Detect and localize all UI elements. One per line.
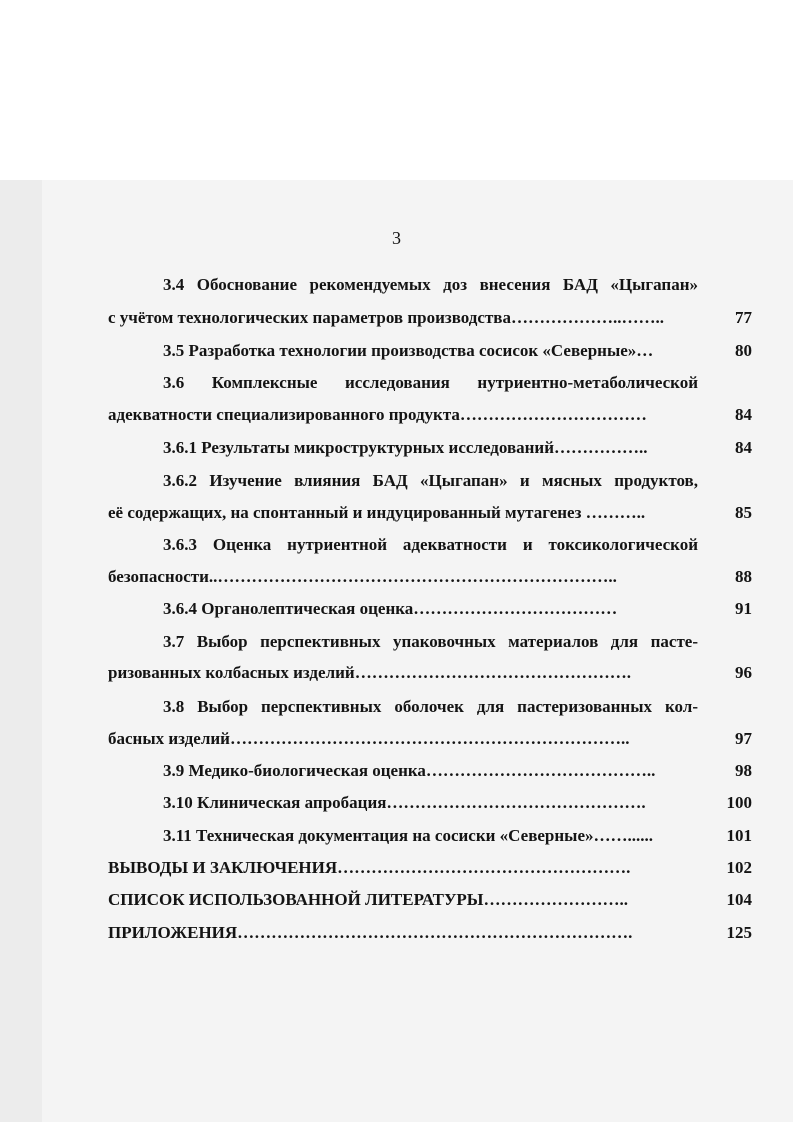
toc-entry-3-7-cont bbox=[108, 662, 752, 684]
toc-entry-text: ПРИЛОЖЕНИЯ……………………………………………………………. bbox=[108, 923, 633, 942]
toc-entry-page: 100 bbox=[726, 793, 752, 812]
toc-entry-conclusions bbox=[108, 857, 752, 879]
toc-entry-3-8 bbox=[108, 696, 752, 718]
toc-entry-3-4 bbox=[108, 274, 752, 296]
toc-entry-page: 88 bbox=[735, 567, 752, 586]
toc-entry-3-6-2-cont bbox=[108, 502, 752, 524]
toc-entry-page: 80 bbox=[735, 341, 752, 360]
toc-entry-3-11 bbox=[108, 825, 752, 847]
toc-entry-3-5 bbox=[108, 340, 752, 362]
toc-entry-page: 91 bbox=[735, 599, 752, 618]
toc-entry-appendices bbox=[108, 922, 752, 944]
toc-entry-text: 3.7 Выбор перспективных упаковочных материалов для пасте- bbox=[163, 632, 698, 651]
toc-entry-page: 102 bbox=[726, 858, 752, 877]
toc-entry-3-9 bbox=[108, 760, 752, 782]
page-number: 3 bbox=[392, 228, 401, 248]
toc-entry-page: 98 bbox=[735, 761, 752, 780]
toc-entry-page: 96 bbox=[735, 663, 752, 682]
toc-entry-page: 84 bbox=[735, 405, 752, 424]
toc-entry-page: 84 bbox=[735, 438, 752, 457]
toc-entry-text: 3.4 Обоснование рекомендуемых доз внесения БАД «Цыгапан» bbox=[163, 275, 698, 294]
toc-entry-3-6-3-cont bbox=[108, 566, 752, 588]
toc-entry-text: 3.5 Разработка технологии производства сосисок «Северные»… bbox=[163, 341, 654, 360]
scan-edge-shadow bbox=[0, 180, 42, 1122]
toc-entry-text: безопасности..…………………………………………………………….. bbox=[108, 567, 617, 586]
toc-entry-3-6-cont bbox=[108, 404, 752, 426]
toc-entry-text: 3.6 Комплексные исследования нутриентно-метаболической bbox=[163, 373, 698, 392]
toc-entry-references bbox=[108, 889, 752, 911]
toc-entry-text: 3.6.4 Органолептическая оценка……………………………… bbox=[163, 599, 618, 618]
toc-entry-3-6-4 bbox=[108, 598, 752, 620]
toc-entry-text: ризованных колбасных изделий…………………………………………. bbox=[108, 663, 631, 682]
toc-entry-page: 77 bbox=[735, 308, 752, 327]
toc-entry-text: с учётом технологических параметров производства………………..…….. bbox=[108, 308, 664, 327]
toc-entry-text: 3.10 Клиническая апробация………………………………………. bbox=[163, 793, 646, 812]
toc-entry-3-8-cont bbox=[108, 728, 752, 750]
toc-entry-text: ВЫВОДЫ И ЗАКЛЮЧЕНИЯ……………………………………………. bbox=[108, 858, 631, 877]
toc-entry-page: 101 bbox=[726, 826, 752, 845]
toc-entry-text: 3.8 Выбор перспективных оболочек для пастеризованных кол- bbox=[163, 697, 698, 716]
toc-entry-text: 3.6.3 Оценка нутриентной адекватности и токсикологической bbox=[163, 535, 698, 554]
toc-entry-text: басных изделий…………………………………………………………….. bbox=[108, 729, 630, 748]
toc-entry-3-4-cont bbox=[108, 307, 752, 329]
toc-entry-3-6-1 bbox=[108, 437, 752, 459]
toc-entry-page: 125 bbox=[726, 923, 752, 942]
toc-entry-text: 3.11 Техническая документация на сосиски «Северные»……...... bbox=[163, 826, 654, 845]
toc-entry-3-6-2 bbox=[108, 470, 752, 492]
toc-entry-text: её содержащих, на спонтанный и индуцированный мутагенез ……….. bbox=[108, 503, 646, 522]
toc-entry-3-6-3 bbox=[108, 534, 752, 556]
toc-entry-text: 3.6.1 Результаты микроструктурных исследований…………….. bbox=[163, 438, 648, 457]
toc-entry-3-10 bbox=[108, 792, 752, 814]
toc-entry-text: СПИСОК ИСПОЛЬЗОВАННОЙ ЛИТЕРАТУРЫ…………………….. bbox=[108, 890, 628, 909]
toc-entry-3-6 bbox=[108, 372, 752, 394]
toc-entry-3-7 bbox=[108, 631, 752, 653]
toc-entry-text: 3.9 Медико-биологическая оценка………………………………….. bbox=[163, 761, 656, 780]
toc-entry-page: 97 bbox=[735, 729, 752, 748]
toc-entry-page: 85 bbox=[735, 503, 752, 522]
toc-entry-text: 3.6.2 Изучение влияния БАД «Цыгапан» и мясных продуктов, bbox=[163, 471, 698, 490]
toc-entry-page: 104 bbox=[726, 890, 752, 909]
toc-entry-text: адекватности специализированного продукта…………………………… bbox=[108, 405, 647, 424]
